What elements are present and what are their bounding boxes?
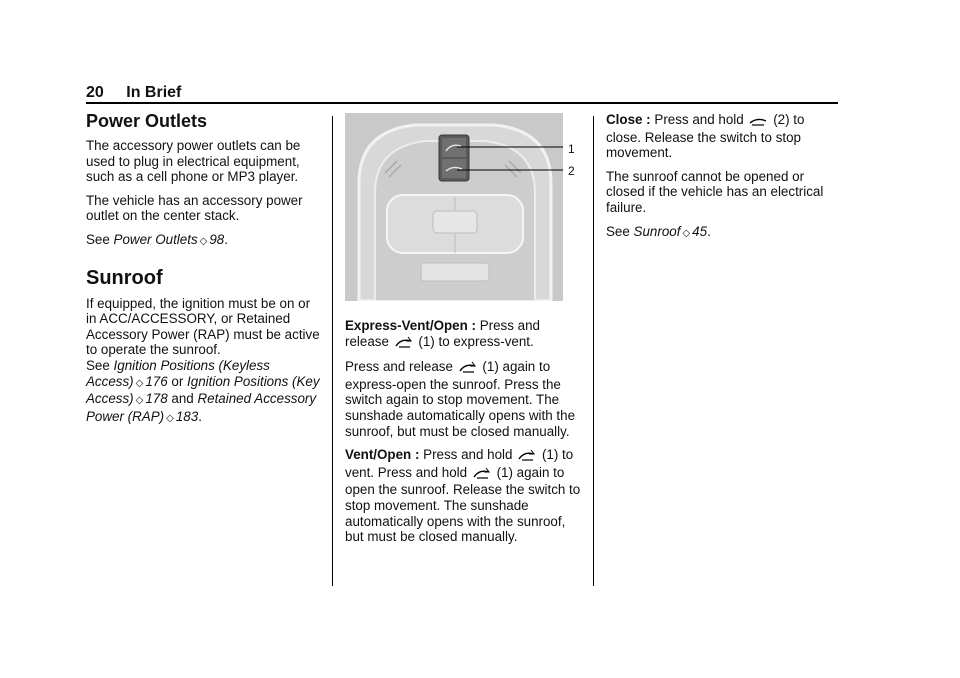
vent-open-para [345, 447, 581, 545]
sunroof-vent-icon [518, 449, 536, 465]
xref-page-176[interactable]: 176 [145, 373, 168, 389]
text: Press and hold [654, 112, 744, 127]
power-outlets-para-1: The accessory power outlets can be used to plug in electrical equipment, such as a cell phone or MP3 player. [86, 138, 301, 185]
text: (1) to vent. Press and hold [345, 447, 574, 480]
express-vent-para [345, 318, 581, 351]
column-left [86, 110, 322, 434]
column-divider-right [593, 116, 594, 586]
text: (1) again to express-open the sunroof. Press the switch again to stop movement. The sunshade automatically opens with the sunroof, but must be closed manually. [345, 359, 576, 439]
xref-page-178[interactable]: 178 [145, 391, 168, 407]
see-end: . [198, 408, 202, 424]
xref-power-outlets[interactable]: Power Outlets [113, 231, 198, 247]
close-label: Close : [606, 112, 651, 127]
page-ref-arrow: ◇ [135, 395, 144, 407]
xref-page-98[interactable]: 98 [209, 231, 225, 247]
see-prefix: See [86, 231, 114, 247]
page-ref-arrow: ◇ [199, 235, 208, 247]
sunroof-switch-illustration [345, 113, 563, 301]
text: (1) to express-vent. [418, 333, 534, 349]
text: Press and hold [423, 447, 513, 463]
power-outlets-para-2: The vehicle has an accessory power outlet on the center stack. [86, 192, 303, 224]
see-end: . [224, 231, 228, 247]
express-vent-label: Express-Vent/Open : [345, 318, 476, 333]
sunroof-vent-icon [459, 361, 477, 377]
see-end: . [707, 223, 711, 239]
callout-2: 2 [568, 164, 575, 178]
express-open-para [345, 359, 581, 439]
page-header [86, 84, 838, 104]
text: Press and release [345, 318, 541, 349]
sunroof-vent-icon [473, 467, 491, 483]
overhead-console-drawing [345, 113, 563, 301]
column-divider-left [332, 116, 333, 586]
page-ref-arrow: ◇ [135, 377, 144, 389]
sunroof-heading: Sunroof [86, 266, 163, 289]
xref-rap[interactable]: Retained Accessory Power (RAP) [86, 391, 317, 424]
text: (2) to close. Release the switch to stop movement. [606, 112, 805, 161]
text: (1) again to open the sunroof. Release the switch to stop movement. The sunshade automatically opens with the sunroof, but must be closed manually. [345, 464, 581, 545]
power-outlets-see [86, 232, 322, 250]
electrical-failure-para: The sunroof cannot be opened or closed if the vehicle has an electrical failure. [606, 168, 824, 215]
xref-ignition-keyless[interactable]: Ignition Positions (Keyless Access) [86, 357, 270, 389]
text: Press and release [345, 359, 453, 375]
callout-1: 1 [568, 142, 575, 156]
see-prefix: See [86, 357, 114, 373]
page-ref-arrow: ◇ [682, 227, 691, 239]
page-ref-arrow: ◇ [166, 412, 174, 424]
xref-page-183[interactable]: 183 [175, 408, 199, 424]
sunroof-close-icon [749, 114, 767, 130]
page-number: 20 [86, 84, 104, 101]
sunroof-see [86, 358, 322, 426]
sunroof-vent-icon [395, 336, 413, 352]
sunroof-see [606, 224, 838, 242]
see-prefix: See [606, 223, 634, 239]
xref-page-45[interactable]: 45 [692, 223, 708, 239]
column-middle [345, 318, 581, 553]
vent-open-label: Vent/Open : [345, 447, 420, 463]
xref-sunroof[interactable]: Sunroof [633, 223, 681, 239]
section-title: In Brief [126, 84, 182, 101]
conjunction: and [167, 391, 198, 407]
conjunction: or [167, 373, 188, 389]
close-para [606, 112, 838, 161]
sunroof-para-1: If equipped, the ignition must be on or in ACC/ACCESSORY, or Retained Accessory Power (RAP) must be active to operate the sunroof. [86, 295, 320, 358]
power-outlets-heading: Power Outlets [86, 111, 208, 131]
column-right [606, 112, 838, 249]
xref-ignition-key[interactable]: Ignition Positions (Key Access) [86, 373, 320, 407]
header-rule [86, 102, 838, 104]
